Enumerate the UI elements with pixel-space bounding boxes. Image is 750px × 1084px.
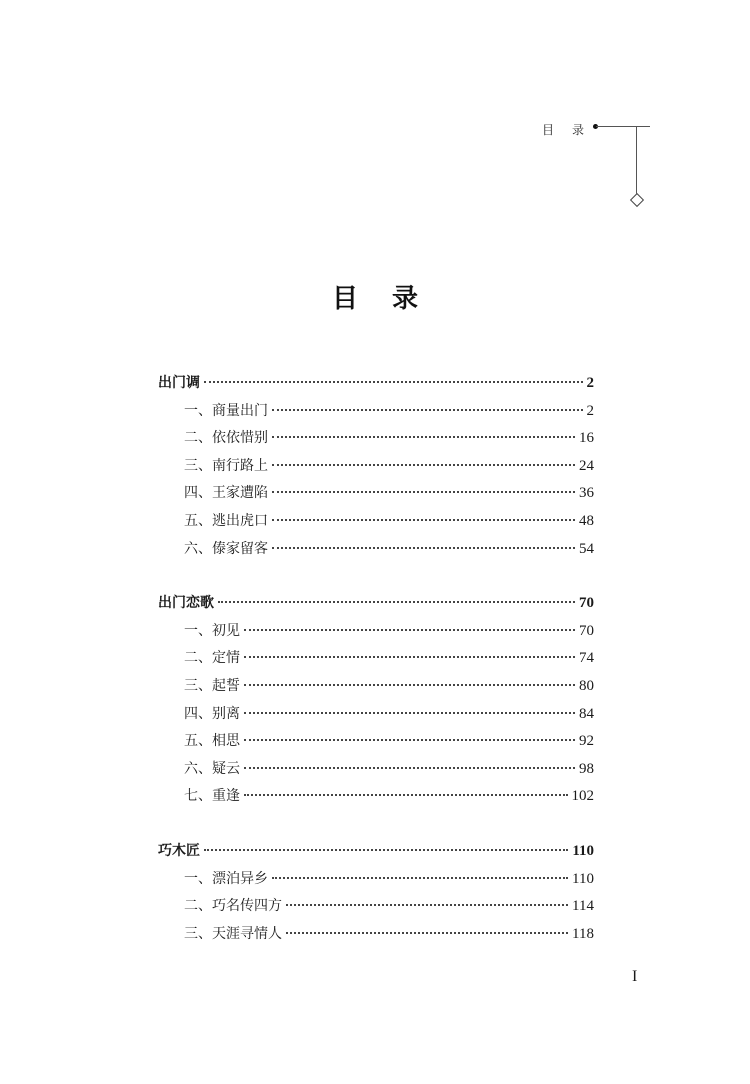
dot-leader: [272, 547, 575, 549]
dot-leader: [272, 491, 575, 493]
toc-part-label: 出门调: [158, 375, 200, 391]
table-of-contents: [158, 370, 594, 948]
dot-leader: [272, 464, 575, 466]
toc-chapter[interactable]: [158, 701, 594, 729]
dot-leader: [244, 794, 568, 796]
toc-chapter[interactable]: [158, 398, 594, 426]
toc-page-number: 24: [579, 457, 594, 474]
toc-chapter-label: 六、傣家留客: [184, 540, 268, 557]
toc-chapter[interactable]: [158, 921, 594, 949]
toc-page-number: 74: [579, 650, 594, 667]
dot-leader: [286, 904, 568, 906]
toc-page-number: 118: [572, 925, 594, 942]
running-head-char-2: 录: [572, 123, 585, 137]
toc-page-number: 114: [572, 898, 594, 915]
page-folio-number: I: [632, 968, 638, 985]
toc-chapter-label: 二、依依惜别: [184, 430, 268, 447]
dot-leader: [244, 712, 575, 714]
toc-page-number: 110: [572, 870, 594, 887]
dot-leader: [244, 684, 575, 686]
toc-page-number: 54: [579, 540, 594, 557]
toc-chapter-label: 四、别离: [184, 705, 240, 722]
toc-chapter-label: 三、天涯寻情人: [184, 925, 282, 942]
toc-chapter[interactable]: [158, 756, 594, 784]
dot-leader: [204, 849, 568, 851]
dot-leader: [204, 381, 583, 383]
toc-page-number: 48: [579, 512, 594, 529]
toc-chapter[interactable]: [158, 645, 594, 673]
title-char-1: 目: [331, 284, 358, 314]
page-title: [0, 278, 750, 315]
ornament-horizontal-rule: [596, 126, 650, 127]
toc-part-label: 巧木匠: [158, 842, 200, 859]
section-spacer: [158, 563, 594, 590]
section-spacer: [158, 811, 594, 838]
toc-page-number: 36: [579, 485, 594, 502]
toc-page-number: 102: [571, 788, 594, 805]
toc-part[interactable]: [158, 590, 594, 618]
toc-chapter[interactable]: [158, 480, 594, 508]
toc-part-label: 出门恋歌: [158, 595, 214, 612]
toc-chapter[interactable]: [158, 673, 594, 701]
toc-chapter-label: 五、逃出虎口: [184, 512, 268, 529]
toc-page-number: 84: [579, 705, 594, 722]
toc-page-number: 80: [579, 677, 594, 694]
toc-chapter[interactable]: [158, 783, 594, 811]
title-char-2: 录: [392, 284, 419, 314]
toc-chapter-label: 六、疑云: [184, 760, 240, 777]
dot-leader: [272, 877, 568, 879]
toc-part[interactable]: [158, 370, 594, 398]
toc-chapter[interactable]: [158, 866, 594, 894]
toc-chapter[interactable]: [158, 618, 594, 646]
toc-chapter-label: 二、巧名传四方: [184, 898, 282, 915]
dot-leader: [272, 519, 575, 521]
ornament-diamond-icon: [630, 193, 644, 207]
toc-chapter-label: 三、起誓: [184, 677, 240, 694]
toc-part[interactable]: [158, 838, 594, 866]
toc-chapter-label: 一、漂泊异乡: [184, 870, 268, 887]
toc-chapter-label: 二、定情: [184, 650, 240, 667]
toc-chapter[interactable]: [158, 893, 594, 921]
toc-chapter[interactable]: [158, 453, 594, 481]
toc-page-number: 2: [586, 375, 594, 391]
toc-chapter-label: 七、重逢: [184, 788, 240, 805]
toc-page-number: 70: [579, 595, 594, 612]
toc-chapter-label: 一、商量出门: [184, 402, 268, 419]
toc-page-number: 98: [579, 760, 594, 777]
toc-chapter-label: 五、相思: [184, 733, 240, 750]
toc-chapter[interactable]: [158, 536, 594, 564]
running-head-char-1: 目: [542, 123, 555, 137]
running-head: [542, 121, 584, 138]
dot-leader: [286, 932, 568, 934]
toc-page-number: 2: [586, 402, 594, 419]
toc-page-number: 70: [579, 622, 594, 639]
toc-chapter-label: 三、南行路上: [184, 457, 268, 474]
dot-leader: [244, 629, 575, 631]
dot-leader: [244, 656, 575, 658]
ornament-vertical-rule: [636, 126, 637, 194]
toc-page-number: 110: [572, 842, 594, 859]
dot-leader: [244, 739, 575, 741]
toc-chapter-label: 一、初见: [184, 622, 240, 639]
toc-chapter[interactable]: [158, 425, 594, 453]
toc-chapter[interactable]: [158, 508, 594, 536]
dot-leader: [244, 767, 575, 769]
dot-leader: [272, 409, 583, 411]
toc-chapter[interactable]: [158, 728, 594, 756]
toc-page-number: 16: [579, 430, 594, 447]
dot-leader: [272, 436, 575, 438]
toc-chapter-label: 四、王家遭陷: [184, 485, 268, 502]
toc-page-number: 92: [579, 733, 594, 750]
dot-leader: [218, 601, 575, 603]
